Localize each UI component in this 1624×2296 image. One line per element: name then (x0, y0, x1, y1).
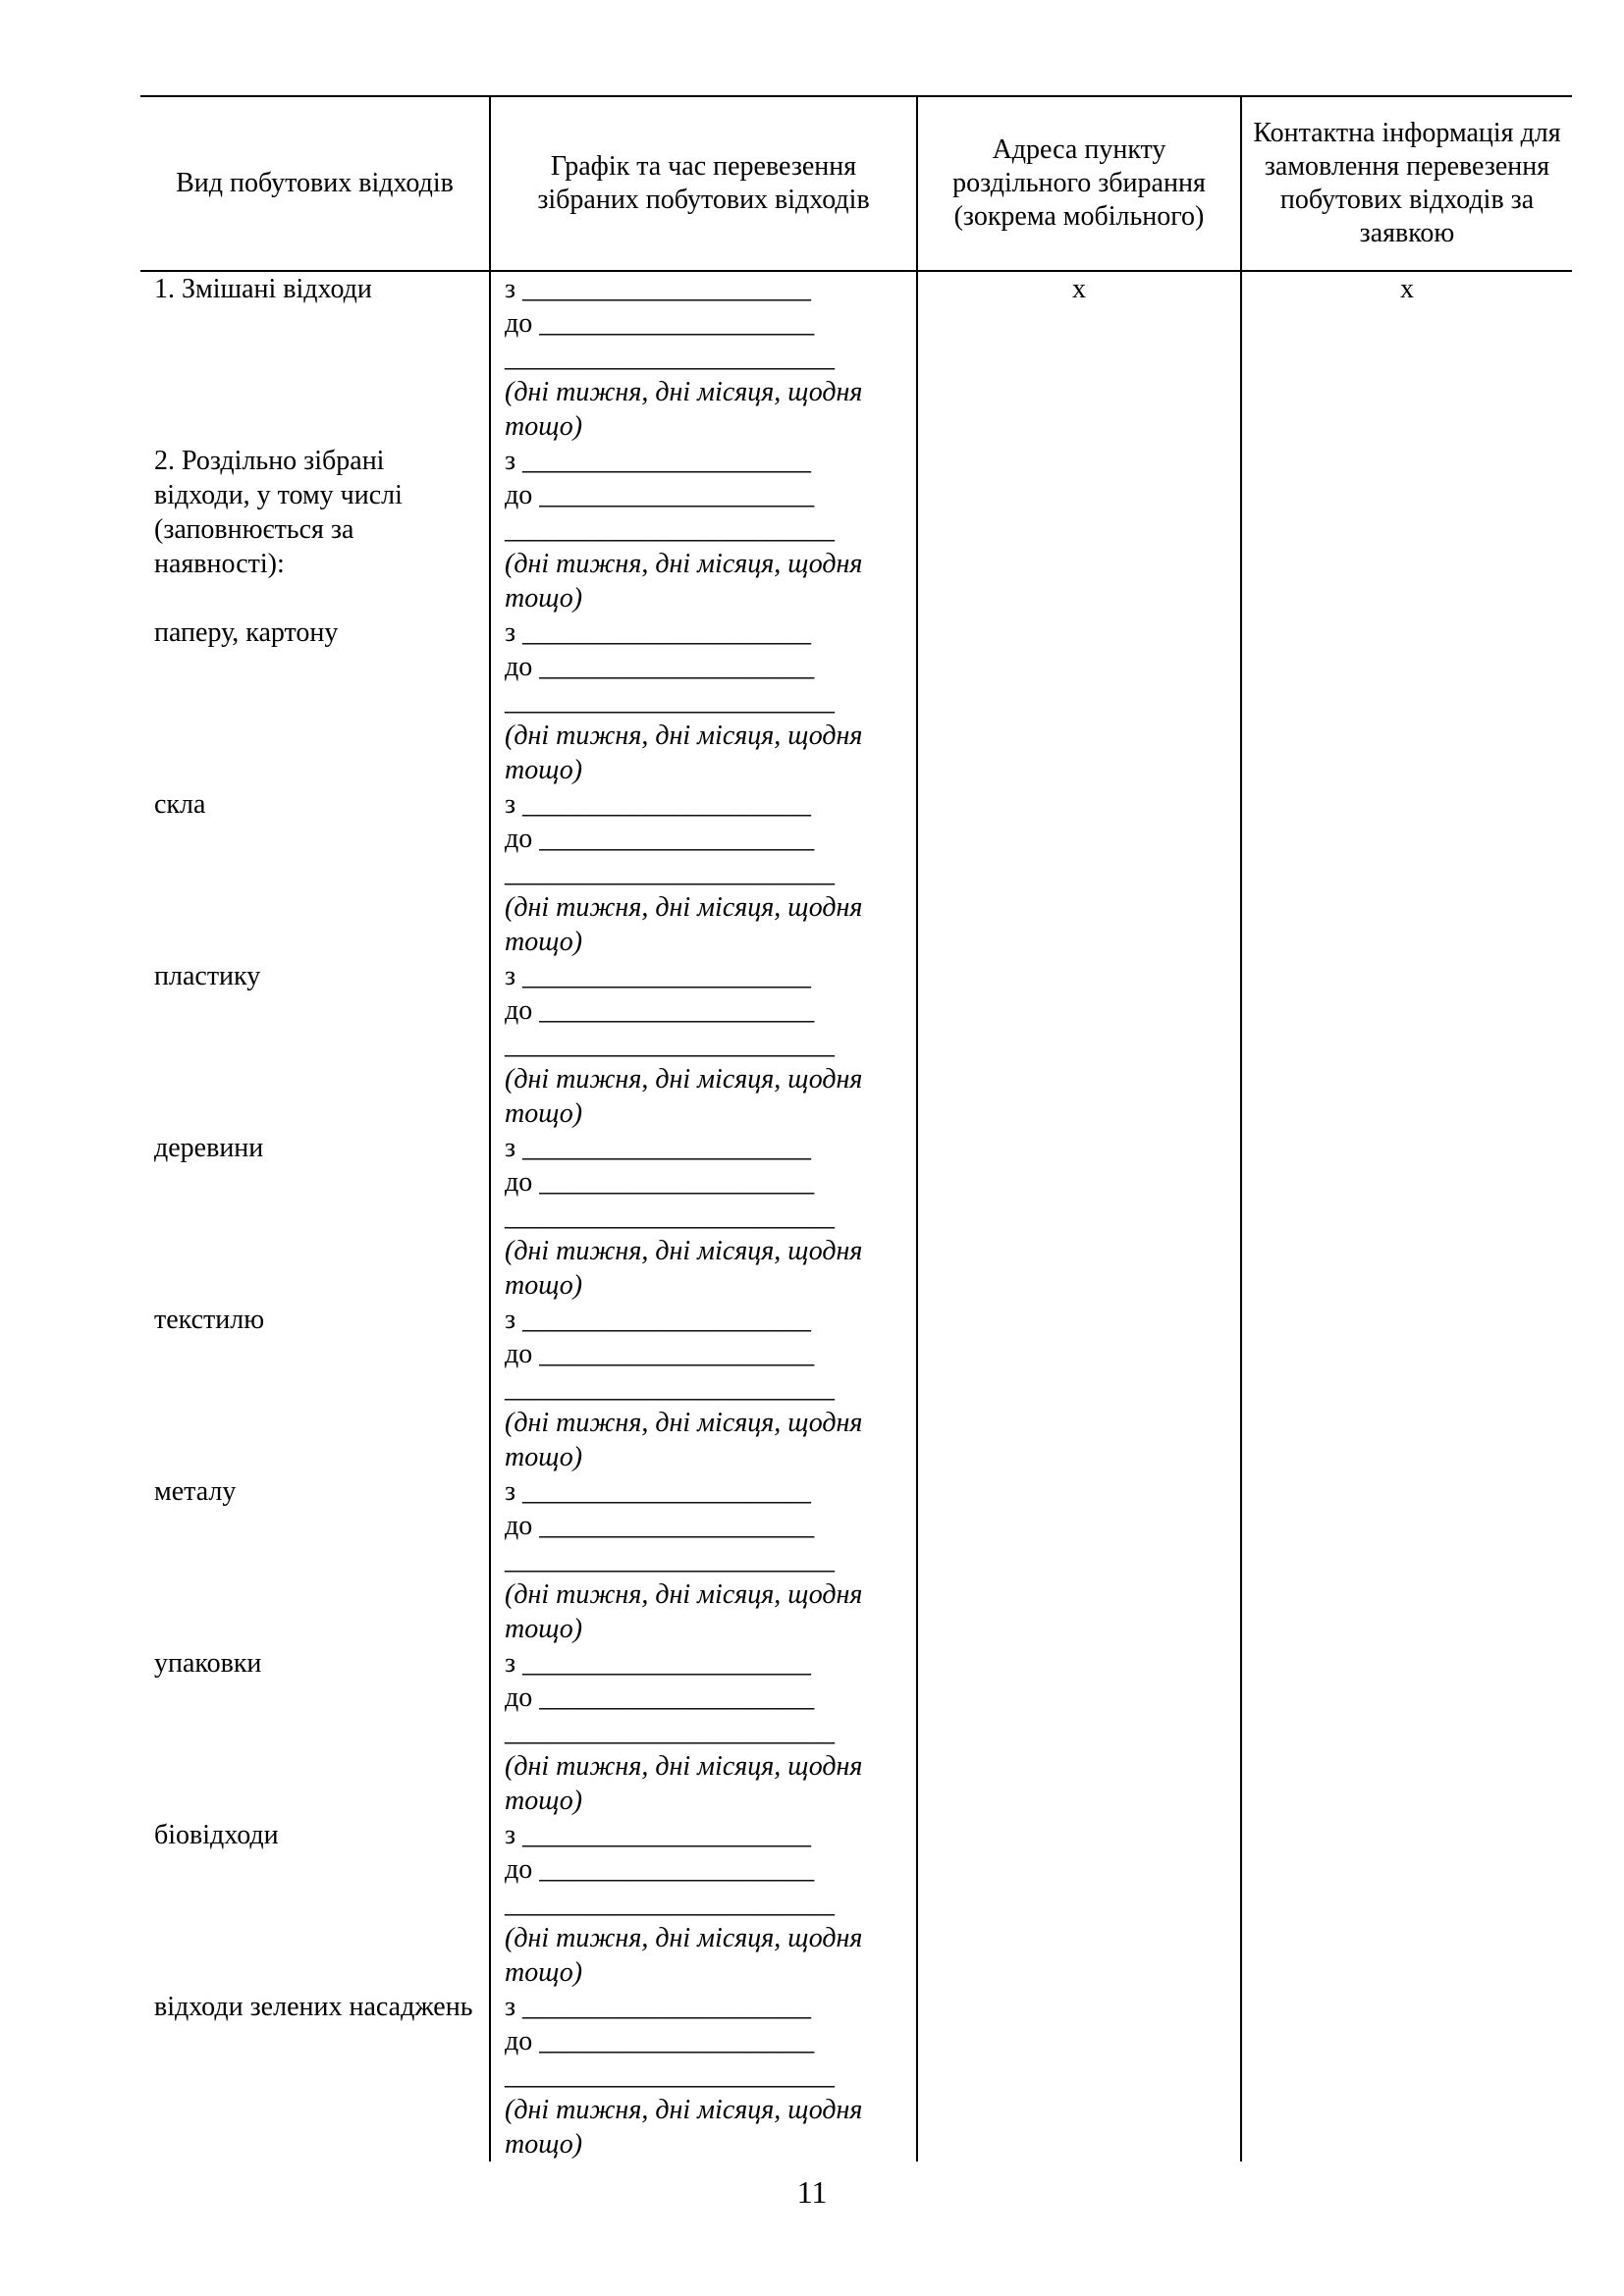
address-cell (917, 444, 1241, 615)
table-row (140, 271, 1572, 444)
waste-type-cell: 1. Змішані відходи (154, 274, 372, 304)
schedule-note-line: (дні тижня, дні місяця, щодня (505, 549, 863, 579)
address-cell (917, 787, 1241, 959)
schedule-note-line: тощо) (505, 1957, 583, 1988)
schedule-cell (490, 444, 917, 615)
schedule-note-line: тощо) (505, 2129, 583, 2160)
address-cell (917, 1131, 1241, 1303)
table-row (140, 1646, 1572, 1818)
schedule-from-line: з _____________________ (505, 1476, 812, 1507)
schedule-cell (490, 615, 917, 787)
waste-type-cell: деревини (154, 1133, 264, 1163)
schedule-blank-line: ________________________ (505, 514, 835, 545)
waste-type-cell: паперу, картону (154, 617, 339, 648)
schedule-to-line: до ____________________ (505, 2026, 815, 2056)
schedule-blank-line: ________________________ (505, 2060, 835, 2091)
schedule-to-line: до ____________________ (505, 480, 815, 510)
schedule-note-line: (дні тижня, дні місяця, щодня (505, 1064, 863, 1095)
address-cell (917, 1303, 1241, 1474)
schedule-from-line: з _____________________ (505, 789, 812, 820)
header-waste-type: Вид побутових відходів (140, 96, 490, 271)
schedule-cell (490, 1990, 917, 2162)
schedule-note-line: (дні тижня, дні місяця, щодня (505, 1751, 863, 1782)
address-cell: х (917, 271, 1241, 444)
schedule-from-line: з _____________________ (505, 274, 812, 304)
schedule-note-line: (дні тижня, дні місяця, щодня (505, 377, 863, 407)
schedule-from-line: з _____________________ (505, 1992, 812, 2022)
schedule-to-line: до ____________________ (505, 1511, 815, 1541)
schedule-from-line: з _____________________ (505, 617, 812, 648)
schedule-from-line: з _____________________ (505, 1648, 812, 1679)
schedule-note-line: тощо) (505, 1270, 583, 1301)
schedule-cell (490, 1474, 917, 1646)
table-header-row (140, 96, 1572, 271)
schedule-cell (490, 271, 917, 444)
table-body (140, 271, 1572, 2162)
header-address: Адреса пункту роздільного збирання (зокрема мобільного) (917, 96, 1241, 271)
schedule-from-line: з _____________________ (505, 961, 812, 991)
schedule-from-line: з _____________________ (505, 1305, 812, 1335)
table-row (140, 1990, 1572, 2162)
schedule-to-line: до ____________________ (505, 1167, 815, 1198)
schedule-note-line: (дні тижня, дні місяця, щодня (505, 1408, 863, 1438)
schedule-blank-line: ________________________ (505, 1030, 835, 1060)
schedule-from-line: з _____________________ (505, 1820, 812, 1850)
schedule-blank-line: ________________________ (505, 343, 835, 373)
schedule-from-line: з _____________________ (505, 1133, 812, 1163)
schedule-note-line: (дні тижня, дні місяця, щодня (505, 1923, 863, 1953)
waste-type-cell: відходи зелених насаджень (154, 1992, 473, 2022)
contact-cell (1241, 787, 1572, 959)
waste-type-cell: металу (154, 1476, 237, 1507)
schedule-note-line: (дні тижня, дні місяця, щодня (505, 892, 863, 923)
table-row (140, 1474, 1572, 1646)
schedule-cell (490, 1818, 917, 1990)
contact-cell (1241, 615, 1572, 787)
schedule-to-line: до ____________________ (505, 1682, 815, 1713)
schedule-blank-line: ________________________ (505, 1545, 835, 1575)
table-row (140, 1131, 1572, 1303)
schedule-to-line: до ____________________ (505, 995, 815, 1026)
contact-cell (1241, 959, 1572, 1131)
waste-type-cell: пластику (154, 961, 261, 991)
schedule-cell (490, 1646, 917, 1818)
address-cell (917, 1990, 1241, 2162)
schedule-from-line: з _____________________ (505, 446, 812, 476)
schedule-note-line: тощо) (505, 583, 583, 614)
schedule-note-line: (дні тижня, дні місяця, щодня (505, 1579, 863, 1610)
table-row (140, 615, 1572, 787)
table-row (140, 444, 1572, 615)
address-cell (917, 1474, 1241, 1646)
contact-cell (1241, 444, 1572, 615)
header-contact: Контактна інформація для замовлення перевезення побутових відходів за заявкою (1241, 96, 1572, 271)
table-row (140, 1818, 1572, 1990)
waste-schedule-table (140, 95, 1572, 2162)
schedule-cell (490, 787, 917, 959)
header-schedule: Графік та час перевезення зібраних побутових відходів (490, 96, 917, 271)
schedule-cell (490, 959, 917, 1131)
schedule-note-line: тощо) (505, 755, 583, 785)
schedule-blank-line: ________________________ (505, 1201, 835, 1232)
contact-cell (1241, 1131, 1572, 1303)
schedule-note-line: (дні тижня, дні місяця, щодня (505, 721, 863, 751)
schedule-blank-line: ________________________ (505, 858, 835, 888)
address-cell (917, 615, 1241, 787)
contact-cell (1241, 1474, 1572, 1646)
schedule-blank-line: ________________________ (505, 686, 835, 717)
schedule-note-line: тощо) (505, 1614, 583, 1644)
table-row (140, 787, 1572, 959)
contact-cell (1241, 1818, 1572, 1990)
schedule-blank-line: ________________________ (505, 1373, 835, 1404)
contact-cell: х (1241, 271, 1572, 444)
schedule-cell (490, 1131, 917, 1303)
schedule-note-line: тощо) (505, 927, 583, 957)
waste-type-cell: скла (154, 789, 206, 820)
table-row (140, 1303, 1572, 1474)
schedule-to-line: до ____________________ (505, 824, 815, 854)
address-cell (917, 1646, 1241, 1818)
address-cell (917, 959, 1241, 1131)
schedule-note-line: тощо) (505, 411, 583, 442)
schedule-blank-line: ________________________ (505, 1717, 835, 1747)
waste-type-cell: текстилю (154, 1305, 265, 1335)
schedule-note-line: (дні тижня, дні місяця, щодня (505, 2095, 863, 2125)
schedule-to-line: до ____________________ (505, 308, 815, 339)
waste-type-cell: упаковки (154, 1648, 262, 1679)
schedule-note-line: тощо) (505, 1442, 583, 1472)
schedule-to-line: до ____________________ (505, 1854, 815, 1885)
contact-cell (1241, 1990, 1572, 2162)
schedule-note-line: (дні тижня, дні місяця, щодня (505, 1236, 863, 1266)
schedule-to-line: до ____________________ (505, 1339, 815, 1369)
waste-type-cell: 2. Роздільно зібрані відходи, у тому числі (заповнюється за наявності): (154, 446, 403, 579)
contact-cell (1241, 1303, 1572, 1474)
address-cell (917, 1818, 1241, 1990)
schedule-to-line: до ____________________ (505, 652, 815, 682)
table-row (140, 959, 1572, 1131)
schedule-note-line: тощо) (505, 1786, 583, 1816)
schedule-cell (490, 1303, 917, 1474)
schedule-blank-line: ________________________ (505, 1889, 835, 1919)
waste-type-cell: біовідходи (154, 1820, 279, 1850)
page-number: 11 (796, 2174, 828, 2210)
schedule-note-line: тощо) (505, 1098, 583, 1129)
contact-cell (1241, 1646, 1572, 1818)
